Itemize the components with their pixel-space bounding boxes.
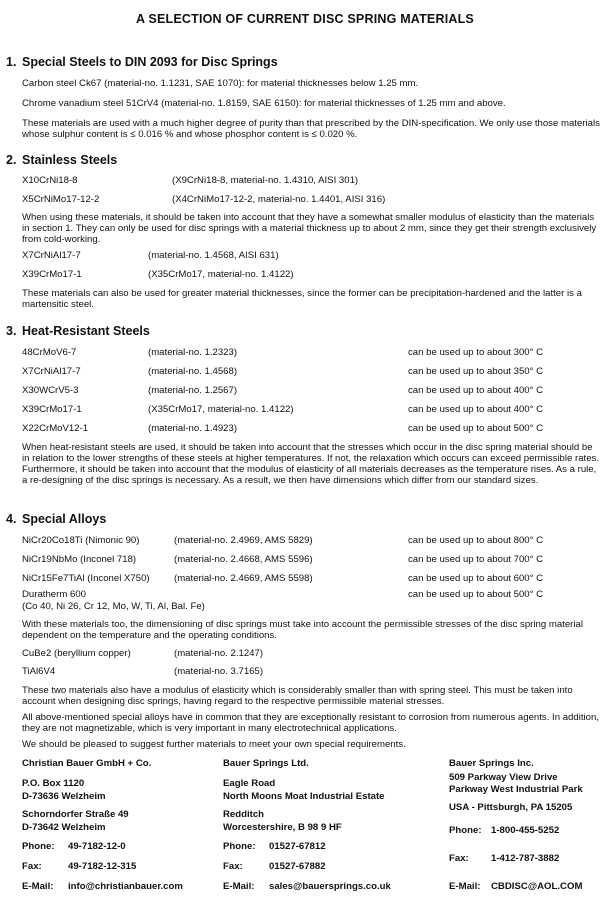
section-number: 3. [6,324,17,338]
material-name: 48CrMoV6-7 [22,347,77,358]
section-4-paragraph-2: These two materials also have a modulus of elasticity which is considerably smaller than with spring steel. This must be taken into account when designing disc springs, having regard to the respective permissible material stresses. [22,685,573,707]
material-name: TiAl6V4 [22,666,56,677]
material-spec: (material-no. 1.4568, AISI 631) [148,250,279,261]
material-spec: (material-no. 2.4668, AMS 5596) [174,554,313,565]
material-row [22,366,602,378]
fax-line [449,853,559,864]
phone-number: 49-7182-12-0 [68,841,126,852]
phone-line [449,825,559,836]
phone-label: Phone: [449,825,482,836]
email-label: E-Mail: [449,881,481,892]
section-title: Heat-Resistant Steels [22,324,150,338]
material-spec: (X9CrNi18-8, material-no. 1.4310, AISI 301) [172,175,359,186]
phone-label: Phone: [223,841,256,852]
material-row [22,175,602,187]
section-4-heading [6,512,106,526]
section-4-paragraph-4: We should be pleased to suggest further materials to meet your own special requirements. [22,739,406,750]
address-line: D-73642 Welzheim [22,822,106,833]
address-line: Parkway West Industrial Park [449,784,583,795]
temperature-limit: can be used up to about 300° C [408,347,544,358]
fax-label: Fax: [449,853,469,864]
fax-number: 49-7182-12-315 [68,861,137,872]
material-spec: (X4CrNiMo17-12-2, material-no. 1.4401, AISI 316) [172,194,386,205]
phone-line [223,841,326,852]
section-3-paragraph-1: When heat-resistant steels are used, it should be taken into account that the stresses which occur in the disc spring material should be in relation to the lower strengths of these steels at higher temperatures. If not, the relaxation which occurs can exceed permissible rates. Furthermore, it should be taken into account that the modulus of elasticity of all materials decreases as the temperature rises. As a rule, a re-designing of the disc springs is necessary. As a result, we then have dimensions which differ from our standard sizes. [22,442,599,486]
address-line: North Moons Moat Industrial Estate [223,791,385,802]
material-composition [22,601,602,613]
section-number: 1. [6,55,17,69]
company-name: Christian Bauer GmbH + Co. [22,758,152,769]
temperature-limit: can be used up to about 600° C [408,573,544,584]
material-name: X7CrNiAl17-7 [22,366,81,377]
material-row [22,194,602,206]
fax-number: 01527-67882 [269,861,326,872]
material-spec: (X35CrMo17, material-no. 1.4122) [148,404,294,415]
temperature-limit: can be used up to about 800° C [408,535,544,546]
section-2-heading [6,153,117,167]
phone-line [22,841,126,852]
material-spec: (material-no. 3.7165) [174,666,264,677]
email-link[interactable]: sales@bauersprings.co.uk [269,881,391,892]
material-name: NiCr19NbMo (Inconel 718) [22,554,137,565]
section-1-paragraph-2: Chrome vanadium steel 51CrV4 (material-no. 1.8159, SAE 6150): for material thicknesses of 1.25 mm and above. [22,98,506,109]
material-row [22,573,602,585]
temperature-limit: can be used up to about 400° C [408,404,544,415]
material-row [22,589,602,601]
section-title: Special Alloys [22,512,107,526]
address-line: USA - Pittsburgh, PA 15205 [449,802,573,813]
section-number: 4. [6,512,17,526]
address-line: D-73636 Welzheim [22,791,106,802]
section-3-heading [6,324,150,338]
material-name: X10CrNi18-8 [22,175,78,186]
material-spec: (X35CrMo17, material-no. 1.4122) [148,269,294,280]
material-name: X39CrMo17-1 [22,404,82,415]
material-name: X30WCrV5-3 [22,385,79,396]
phone-label: Phone: [22,841,55,852]
email-link[interactable]: CBDISC@AOL.COM [491,881,583,892]
company-name: Bauer Springs Ltd. [223,758,309,769]
fax-line [223,861,326,872]
material-name: CuBe2 (beryllium copper) [22,648,131,659]
material-name: X7CrNiAl17-7 [22,250,81,261]
material-row [22,269,602,281]
material-spec: (material-no. 1.4923) [148,423,238,434]
material-spec: (material-no. 1.2323) [148,347,238,358]
section-2-paragraph-1: When using these materials, it should be taken into account that they have a somewhat smaller modulus of elasticity than the materials in section 1. They can only be used for disc springs with a material thickness up to about 2 mm, since they get their strength exclusively from cold-working. [22,212,597,245]
email-link[interactable]: info@christianbauer.com [68,881,183,892]
address-line: Worcestershire, B 98 9 HF [223,822,342,833]
material-spec: (material-no. 2.4669, AMS 5598) [174,573,313,584]
material-row [22,666,602,678]
material-name: NiCr20Co18Ti (Nimonic 90) [22,535,140,546]
section-2-paragraph-2: These materials can also be used for greater material thicknesses, since the former can be precipitation-hardened and the latter is a martensitic steel. [22,288,582,310]
footer-addresses [22,758,602,908]
email-line [223,881,391,892]
section-1-paragraph-3: These materials are used with a much higher degree of purity than that prescribed by the DIN-specification. We only use those materials whose sulphur content is ≤ 0.016 % and whose phosphor content is ≤ 0.020 %. [22,118,600,140]
address-line: Redditch [223,809,265,820]
material-name: NiCr15Fe7TiAl (Inconel X750) [22,573,150,584]
fax-line [22,861,136,872]
address-line: Eagle Road [223,778,276,789]
address-line: P.O. Box 1120 [22,778,85,789]
material-row [22,404,602,416]
material-spec: (material-no. 2.4969, AMS 5829) [174,535,313,546]
email-line [449,881,582,892]
section-1-paragraph-1: Carbon steel Ck67 (material-no. 1.1231, SAE 1070): for material thicknesses below 1.25 mm. [22,78,419,89]
fax-label: Fax: [223,861,243,872]
material-name: X39CrMo17-1 [22,269,82,280]
material-row [22,385,602,397]
temperature-limit: can be used up to about 500° C [408,589,544,600]
material-spec: (material-no. 1.2567) [148,385,238,396]
material-row [22,648,602,660]
section-title: Special Steels to DIN 2093 for Disc Springs [22,55,278,69]
email-label: E-Mail: [223,881,255,892]
material-name: Duratherm 600 [22,589,86,600]
section-4-paragraph-3: All above-mentioned special alloys have in common that they are exceptionally resistant to corrosion from numerous agents. In addition, they are not magnetizable, which is very important in many electrotechnical applications. [22,712,599,734]
section-4-paragraph-1: With these materials too, the dimensioning of disc springs must take into account the permissible stresses of the disc spring material dependent on the temperature and the operating conditions. [22,619,583,641]
page-title: A SELECTION OF CURRENT DISC SPRING MATERIALS [136,12,474,26]
email-line [22,881,183,892]
composition-text: (Co 40, Ni 26, Cr 12, Mo, W, Ti, Al, Bal. Fe) [22,601,205,612]
material-spec: (material-no. 1.4568) [148,366,238,377]
section-1-heading [6,55,278,69]
material-row [22,554,602,566]
phone-number: 1-800-455-5252 [491,825,560,836]
material-row [22,347,602,359]
material-row [22,535,602,547]
email-label: E-Mail: [22,881,54,892]
temperature-limit: can be used up to about 500° C [408,423,544,434]
address-line: Schorndorfer Straße 49 [22,809,129,820]
fax-label: Fax: [22,861,42,872]
material-spec: (material-no. 2.1247) [174,648,264,659]
material-name: X22CrMoV12-1 [22,423,89,434]
temperature-limit: can be used up to about 700° C [408,554,544,565]
company-name: Bauer Springs Inc. [449,758,534,769]
section-title: Stainless Steels [22,153,118,167]
address-line: 509 Parkway View Drive [449,772,558,783]
phone-number: 01527-67812 [269,841,326,852]
fax-number: 1-412-787-3882 [491,853,560,864]
material-row [22,250,602,262]
material-row [22,423,602,435]
material-name: X5CrNiMo17-12-2 [22,194,100,205]
section-number: 2. [6,153,17,167]
temperature-limit: can be used up to about 400° C [408,385,544,396]
temperature-limit: can be used up to about 350° C [408,366,544,377]
